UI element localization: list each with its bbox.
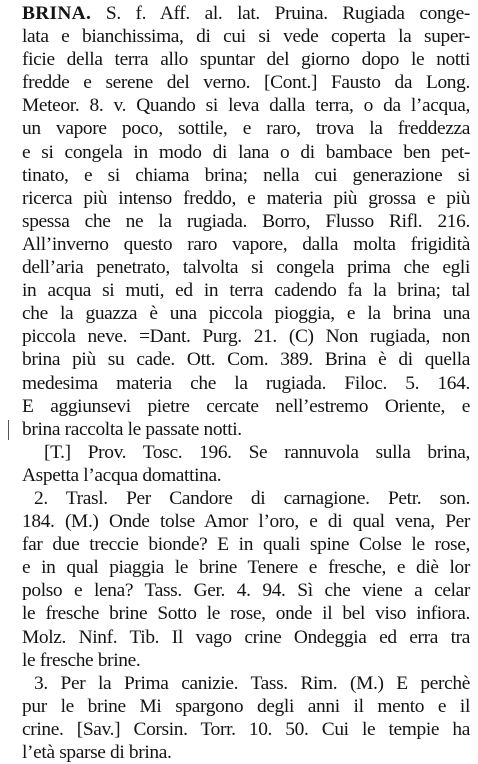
entry-line-1: BRINA. S. f. Aff. al. lat. Pruina. Rugiada conge-	[22, 3, 470, 24]
entry-line-20: [T.] Prov. Tosc. 196. Se rannuvola sulla brina,	[44, 441, 470, 463]
entry-line-21: Aspetta l’acqua domattina.	[22, 464, 222, 486]
entry-line-12: dell’aria penetrato, talvolta si congela prima che egli	[22, 257, 470, 279]
entry-line-16: brina più su cade. Ott. Com. 389. Brina è di quella	[22, 349, 470, 371]
margin-mark	[8, 420, 9, 440]
entry-line-9: ricerca più intenso freddo, e materia più grossa e più	[22, 187, 470, 209]
entry-line-33: l’età sparse di brina.	[22, 742, 172, 763]
entry-line-18: E aggiunsevi pietre cercate nell’estremo Oriente, e	[22, 395, 470, 417]
entry-line-23: 184. (M.) Onde tolse Amor l’oro, e di qual vena, Per	[22, 511, 470, 533]
entry-line-28: Molz. Ninf. Tib. Il vago crine Ondeggia ed erra tra	[22, 626, 470, 648]
entry-line-14: che la guazza è una piccola pioggia, e la brina una	[22, 303, 470, 325]
entry-line-7: e si congela in modo di lana o di bambace ben pet-	[22, 141, 470, 163]
entry-line-11: All’inverno questo raro vapore, dalla molta frigidità	[22, 233, 470, 255]
entry-line-5: Meteor. 8. v. Quando si leva dalla terra, o da l’acqua,	[22, 95, 470, 117]
entry-line-26: polso e lena? Tass. Ger. 4. 94. Sì che viene a celar	[22, 580, 470, 602]
entry-line-15: piccola neve. =Dant. Purg. 21. (C) Non rugiada, non	[22, 326, 470, 348]
entry-line-3: ficie della terra allo spuntar del giorno dopo le notti	[22, 49, 470, 71]
entry-line-10: spessa che ne la rugiada. Borro, Flusso Rifl. 216.	[22, 210, 470, 232]
entry-line-31: pur le brine Mi spargono degli anni il mento e il	[22, 695, 470, 717]
entry-line-22: 2. Trasl. Per Candore di carnagione. Petr. son.	[34, 487, 470, 509]
entry-line-29: le fresche brine.	[22, 649, 141, 671]
entry-line-13: in acqua si muti, ed in terra cadendo fa la brina; tal	[22, 280, 470, 302]
dictionary-entry	[22, 2, 470, 764]
entry-line-24: far due treccie bionde? E in quali spine Colse le rose,	[22, 534, 470, 556]
entry-line-32: crine. [Sav.] Corsin. Torr. 10. 50. Cui le tempie ha	[22, 718, 470, 740]
entry-lemma: BRINA.	[22, 3, 92, 24]
entry-line-4: fredde e serene del verno. [Cont.] Fausto da Long.	[22, 72, 470, 94]
entry-line-8: tinato, e si chiama brina; nella cui generazione si	[22, 164, 470, 186]
entry-line-27: le fresche brine Sotto le rose, onde il bel viso infiora.	[22, 603, 470, 625]
entry-line-19: brina raccolta le passate notti.	[22, 418, 242, 440]
entry-line-17: medesima materia che la rugiada. Filoc. 5. 164.	[22, 372, 470, 394]
entry-line-30: 3. Per la Prima canizie. Tass. Rim. (M.) E perchè	[34, 672, 470, 694]
entry-line-2: lata e bianchissima, di cui si vede coperta la super-	[22, 26, 470, 48]
entry-line-6: un vapore poco, sottile, e raro, trova la freddezza	[22, 118, 470, 140]
entry-line-25: e in qual piaggia le brine Tenere e fresche, e diè lor	[22, 557, 470, 579]
